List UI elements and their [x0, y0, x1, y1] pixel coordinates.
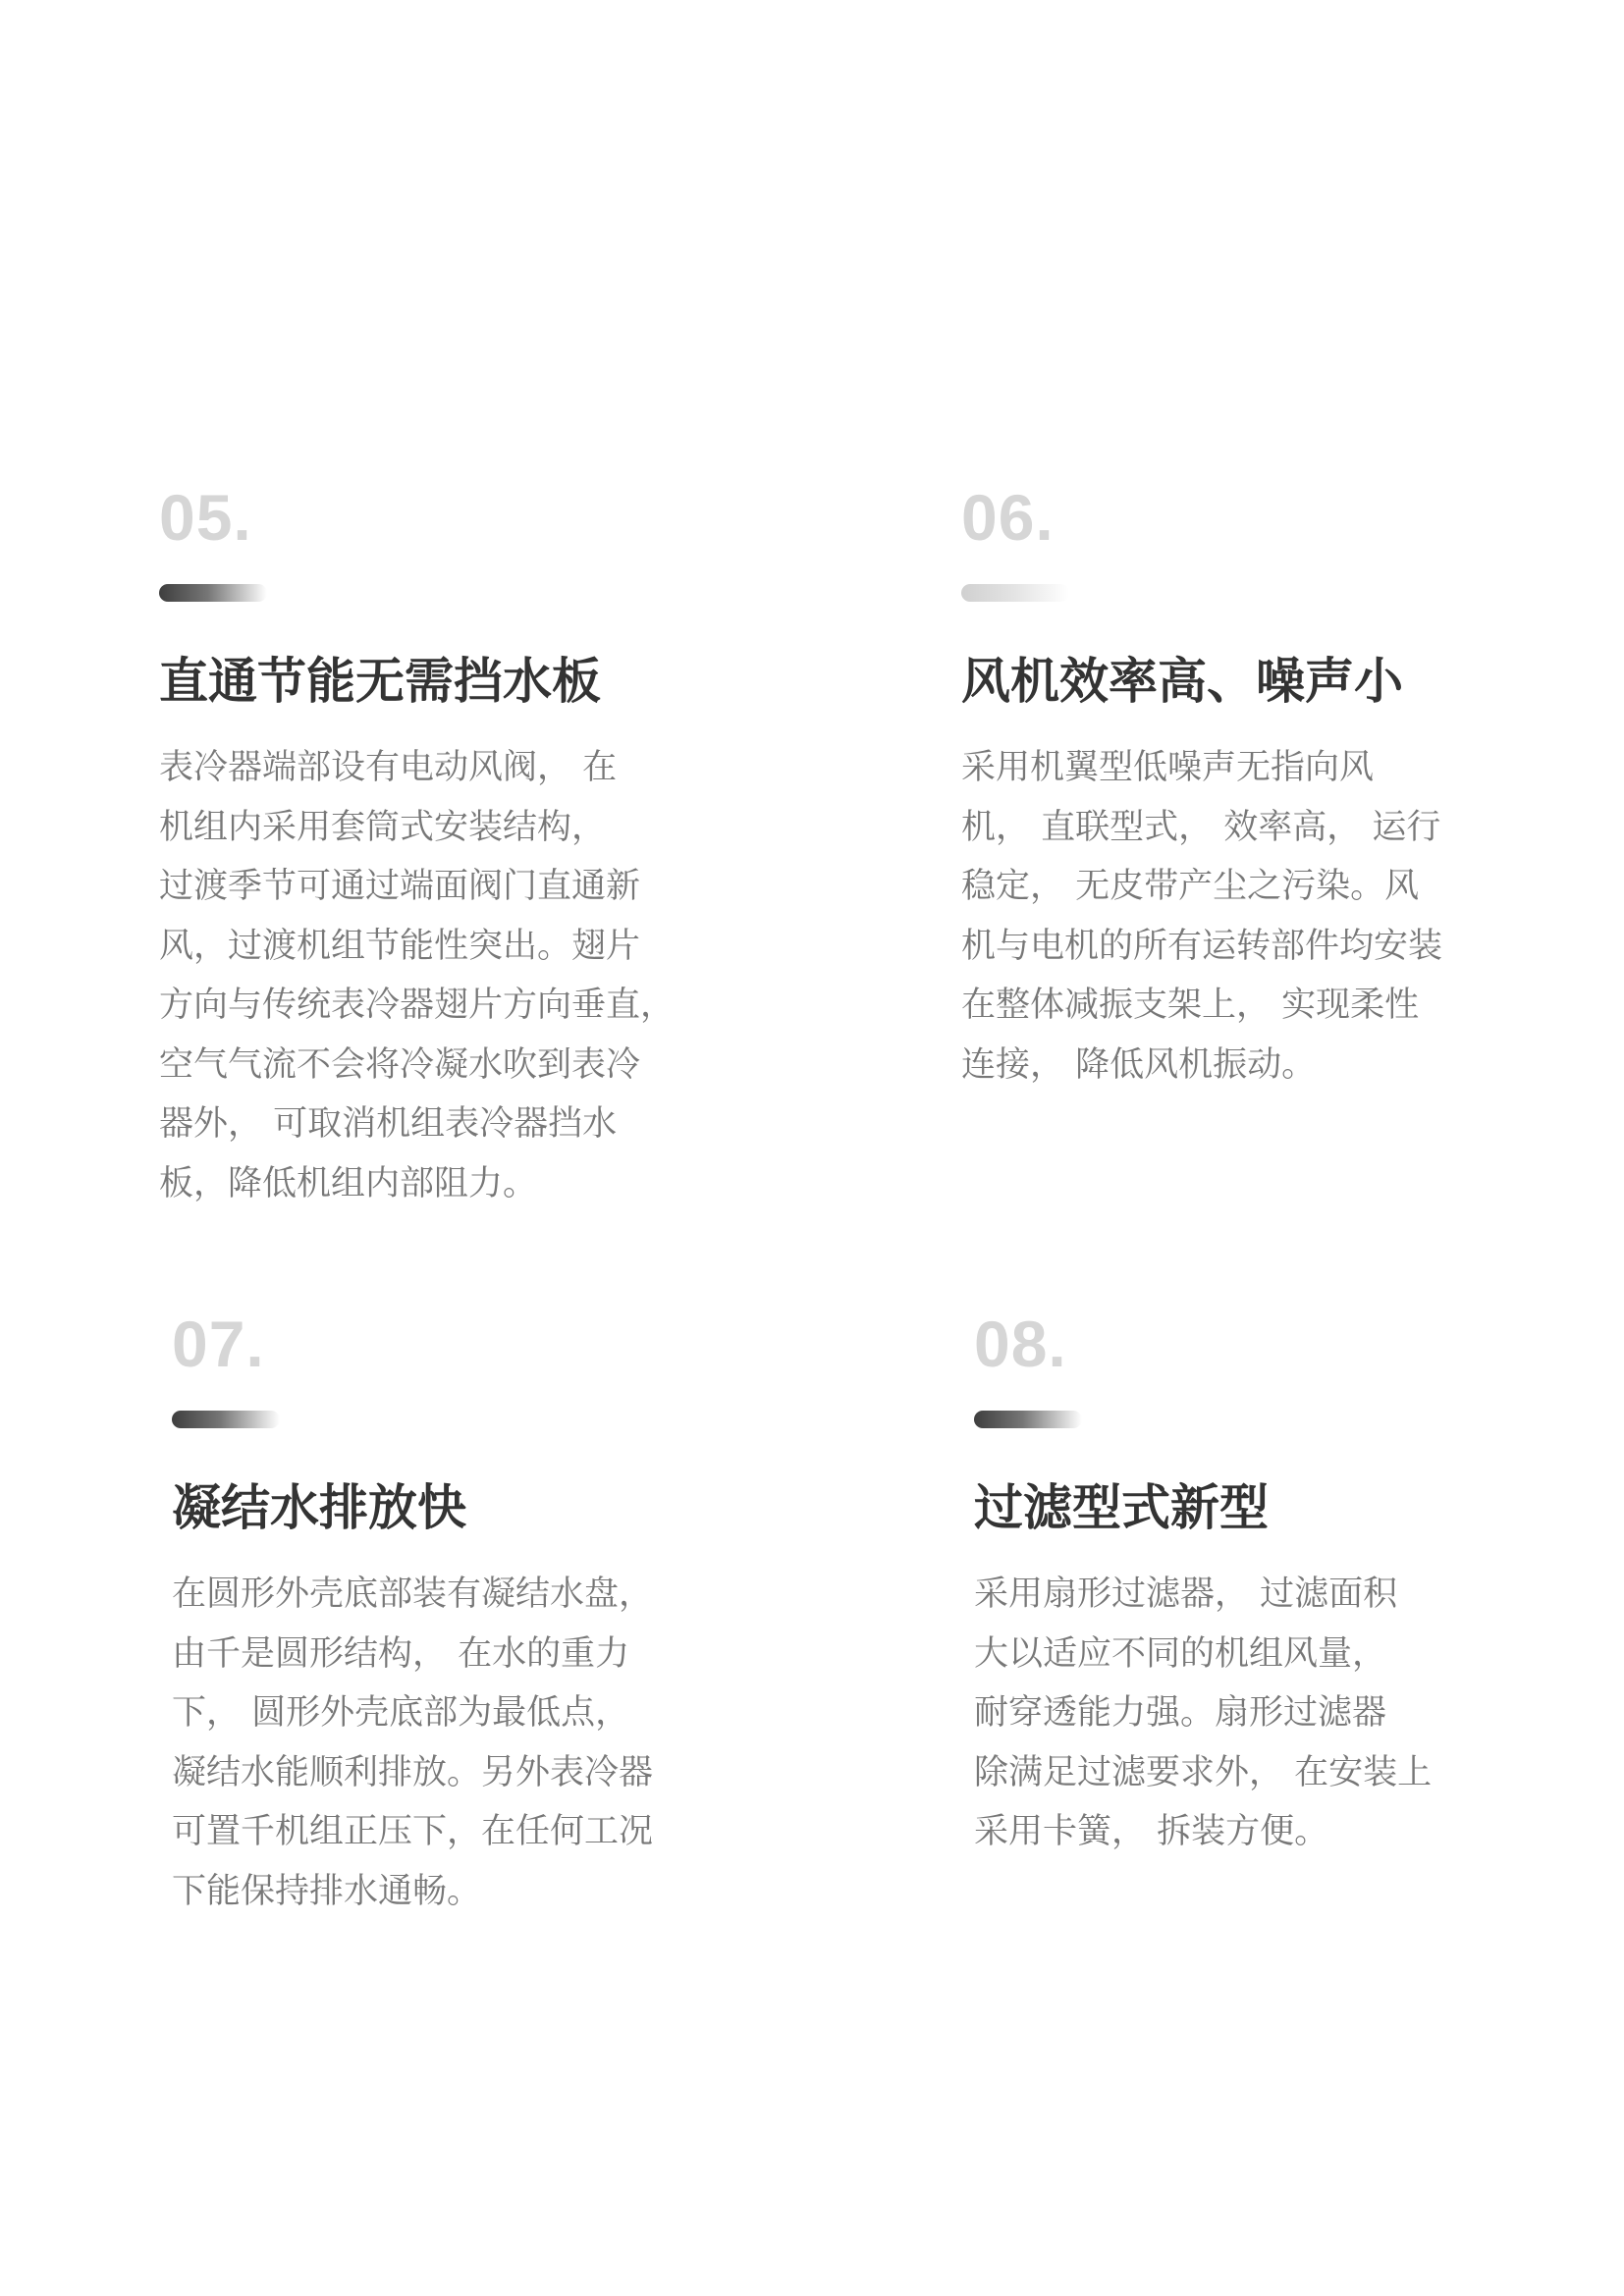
- feature-block-05: [159, 481, 676, 1213]
- description-line: 在整体减振支架上， 实现柔性: [961, 986, 1420, 1025]
- feature-number: 07.: [172, 1308, 265, 1380]
- description-line: 板，降低机组内部阻力。: [159, 1163, 538, 1203]
- description-line: 机， 直联型式， 效率高， 运行: [961, 807, 1441, 847]
- feature-title: 直通节能无需挡水板: [159, 653, 601, 710]
- description-line: 器外， 可取消机组表冷器挡水: [159, 1104, 618, 1144]
- feature-number: 05.: [159, 481, 252, 554]
- accent-bar: [159, 584, 267, 602]
- description-line: 方向与传统表冷器翅片方向垂直，: [159, 986, 676, 1025]
- description-line: 稳定， 无皮带产尘之污染。风: [961, 867, 1420, 906]
- description-line: 在圆形外壳底部装有凝结水盘，: [172, 1575, 654, 1614]
- description-line: 空气气流不会将冷凝水吹到表冷: [159, 1044, 641, 1085]
- description-line: 风，过渡机组节能性突出。翅片: [159, 926, 641, 966]
- description-line: 连接， 降低风机振动。: [961, 1044, 1317, 1085]
- description-line: 凝结水能顺利排放。另外表冷器: [172, 1752, 654, 1792]
- description-line: 可置千机组正压下，在任何工况: [172, 1812, 654, 1851]
- description-line: 除满足过滤要求外， 在安装上: [974, 1752, 1433, 1792]
- feature-block-07: [172, 1308, 682, 1921]
- feature-block-06: [961, 481, 1472, 1095]
- description-line: 表冷器端部设有电动风阀， 在: [159, 748, 618, 787]
- description-line: 由千是圆形结构， 在水的重力: [172, 1633, 630, 1674]
- description-line: 大以适应不同的机组风量，: [974, 1633, 1387, 1674]
- description-line: 下能保持排水通畅。: [172, 1871, 482, 1911]
- accent-bar: [974, 1411, 1082, 1428]
- feature-description: [974, 1565, 1485, 1862]
- description-line: 机组内采用套筒式安装结构，: [159, 807, 607, 847]
- description-line: 过渡季节可通过端面阀门直通新: [159, 867, 641, 906]
- description-line: 耐穿透能力强。扇形过滤器: [974, 1693, 1387, 1733]
- description-line: 采用扇形过滤器， 过滤面积: [974, 1575, 1398, 1614]
- feature-block-08: [974, 1308, 1485, 1862]
- feature-number: 06.: [961, 481, 1055, 554]
- description-line: 采用机翼型低噪声无指向风: [961, 748, 1375, 787]
- feature-description: [961, 738, 1472, 1095]
- description-line: 采用卡簧， 拆装方便。: [974, 1812, 1329, 1851]
- feature-description: [159, 738, 676, 1213]
- feature-description: [172, 1565, 682, 1921]
- description-line: 下， 圆形外壳底部为最低点，: [172, 1693, 630, 1733]
- feature-title: 凝结水排放快: [172, 1479, 466, 1536]
- accent-bar: [961, 584, 1069, 602]
- description-line: 机与电机的所有运转部件均安装: [961, 926, 1443, 966]
- feature-number: 08.: [974, 1308, 1067, 1380]
- feature-title: 风机效率高、噪声小: [961, 653, 1403, 710]
- accent-bar: [172, 1411, 280, 1428]
- feature-title: 过滤型式新型: [974, 1479, 1269, 1536]
